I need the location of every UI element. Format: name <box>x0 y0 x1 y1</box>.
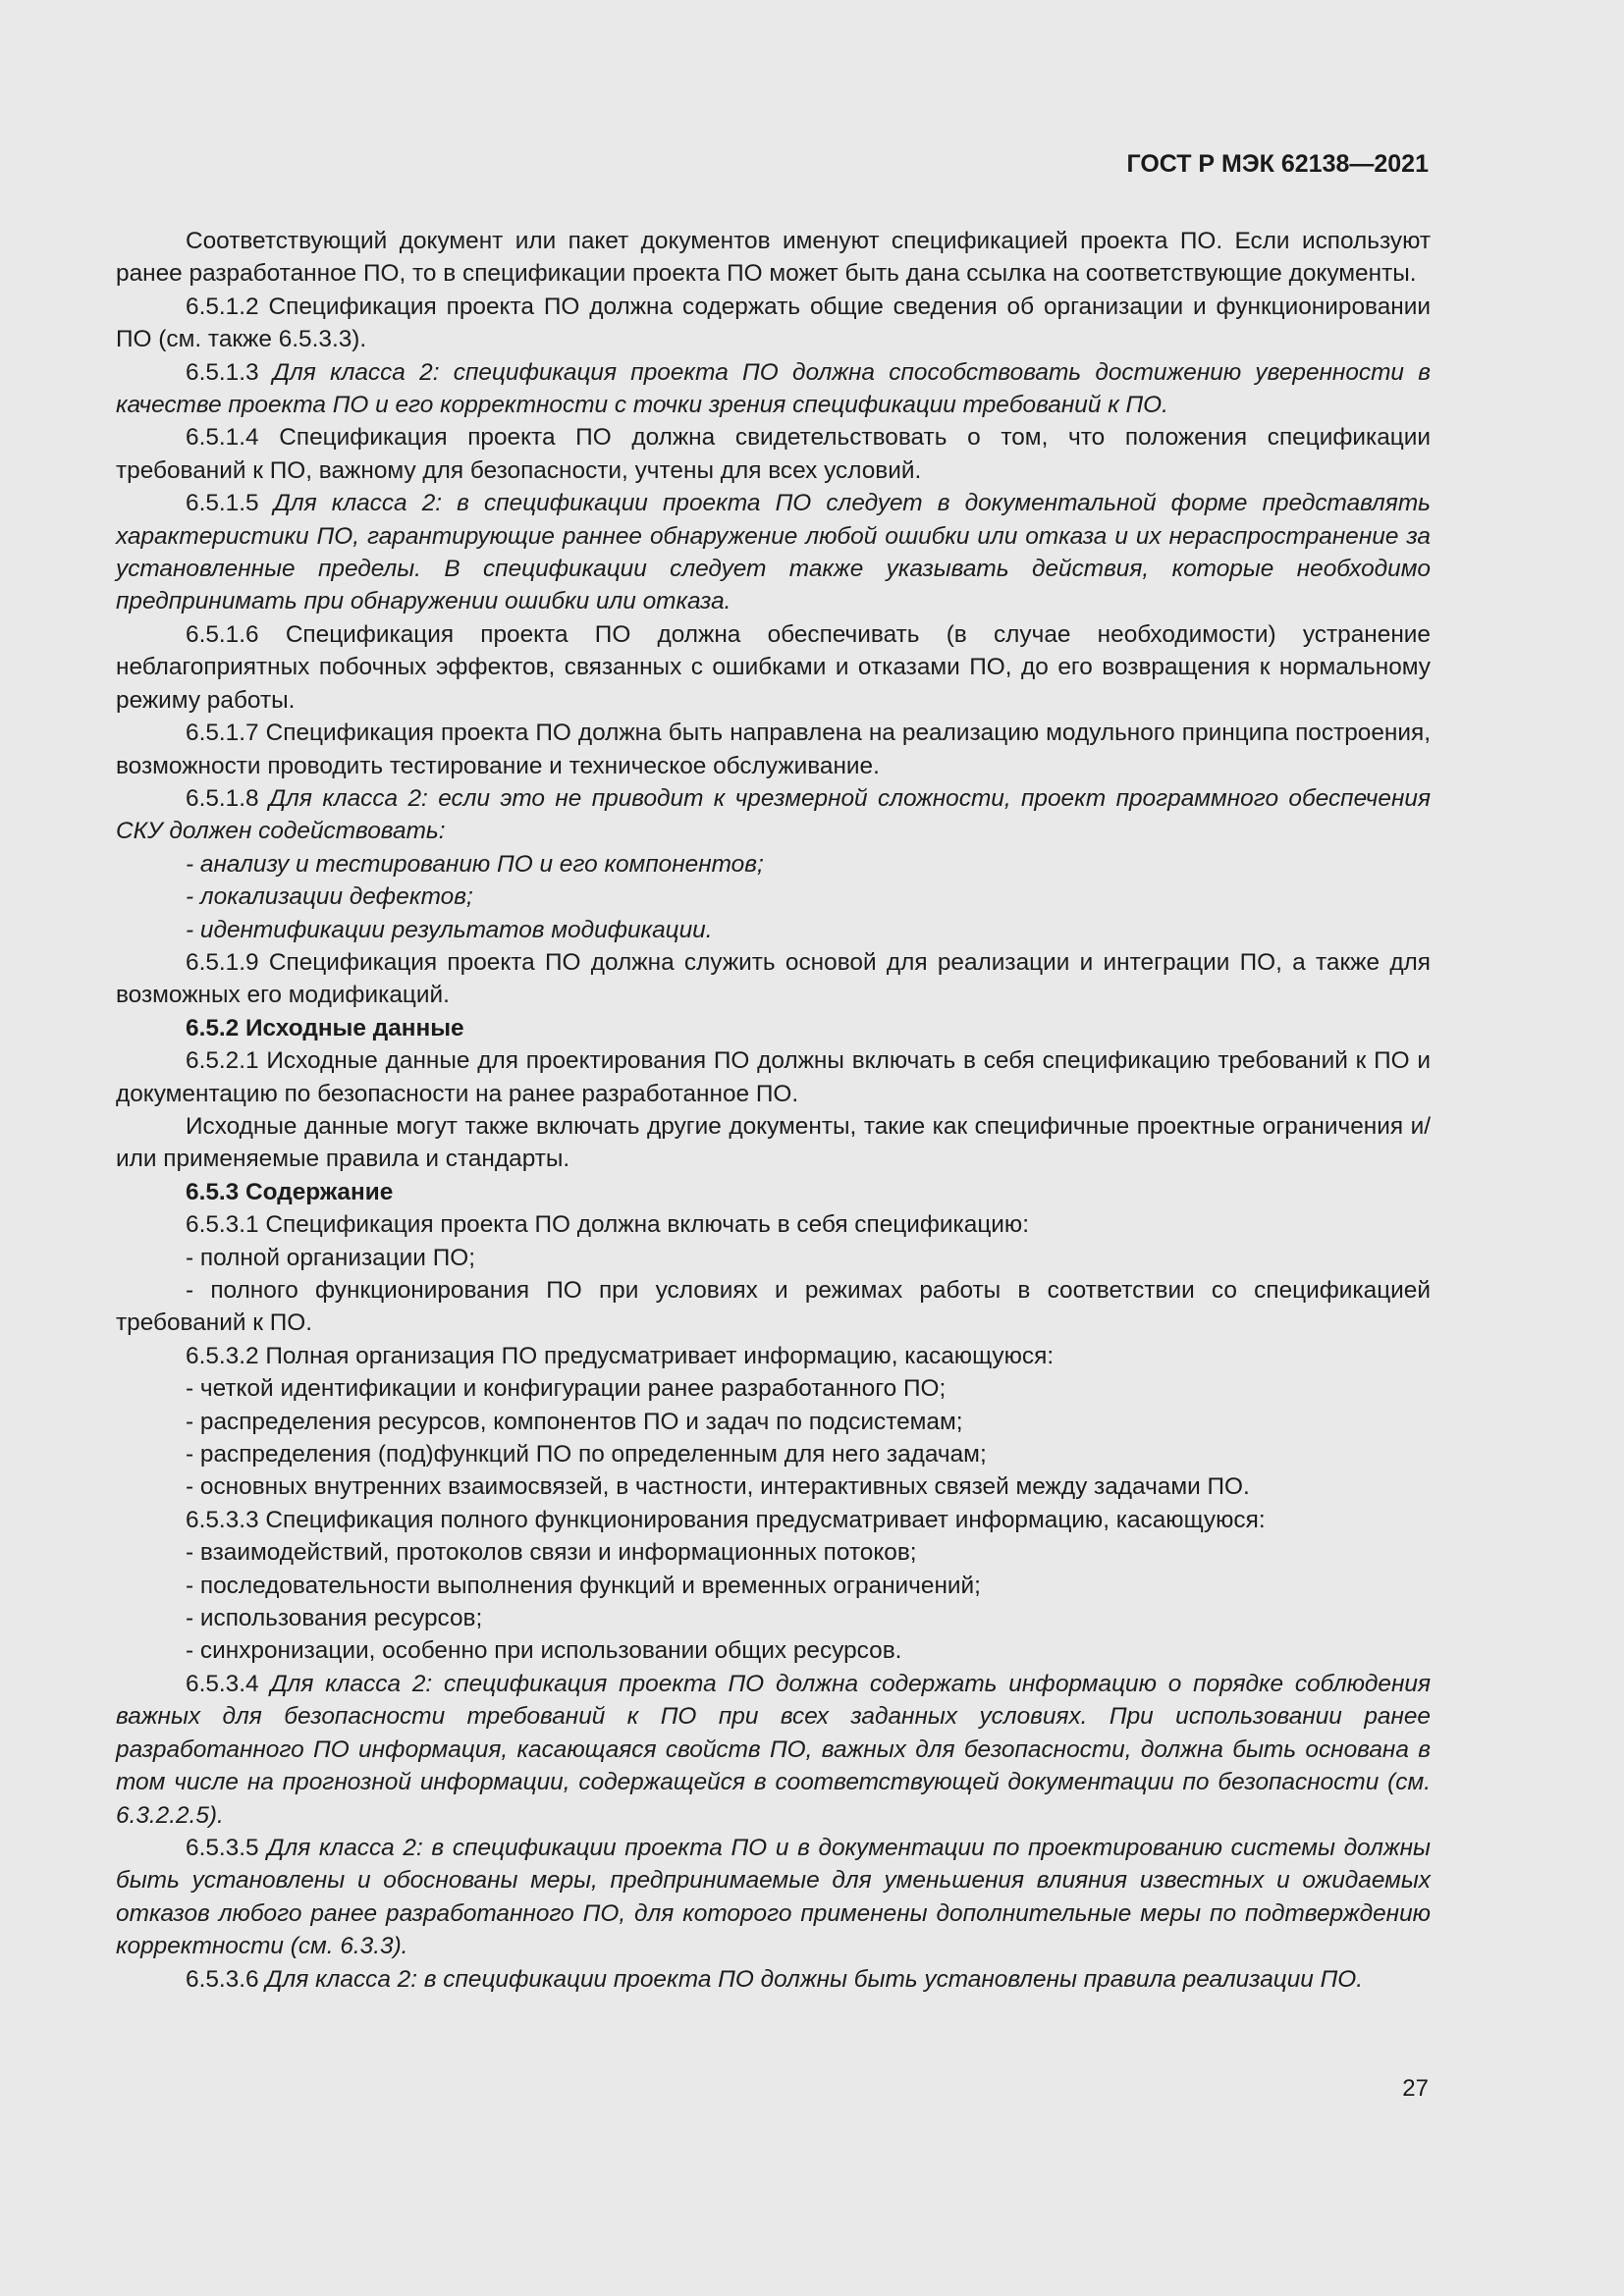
clause-number: 6.5.3.1 <box>186 1211 259 1239</box>
list-item: - локализации дефектов; <box>186 883 473 911</box>
clause-number: 6.5.1.7 <box>186 720 259 747</box>
clause-number: 6.5.1.6 <box>186 620 259 648</box>
list-item: - полной организации ПО; <box>186 1244 475 1271</box>
clause-number: 6.5.3.4 <box>186 1670 259 1697</box>
paragraph-6-5-3-3: 6.5.3.3 Спецификация полного функционирования предусматривает информацию, касающуюся: <box>186 1506 1266 1533</box>
clause-number: 6.5.3.2 <box>186 1342 259 1369</box>
clause-number: 6.5.1.5 <box>186 490 259 517</box>
list-item: - использования ресурсов; <box>186 1605 483 1632</box>
paragraph-6-5-1-3: 6.5.1.3 Для класса 2: спецификация проекта ПО должна способствовать достижению уверенности в качестве проекта ПО и его корректности с точки зрения спецификации требований к ПО. <box>116 358 1431 419</box>
page-number: 27 <box>1402 2075 1429 2102</box>
clause-number: 6.5.3.3 <box>186 1506 259 1533</box>
paragraph-6-5-1-4: 6.5.1.4 Спецификация проекта ПО должна свидетельствовать о том, что положения спецификации требований к ПО, важному для безопасности, учтены для всех условий. <box>116 424 1432 484</box>
document-body <box>116 225 1431 1996</box>
section-heading-6-5-3: 6.5.3 Содержание <box>186 1178 394 1205</box>
paragraph-6-5-1-5: 6.5.1.5 Для класса 2: в спецификации проекта ПО следует в документальной форме представлять характеристики ПО, гарантирующие раннее обнаружение любой ошибки или отказа и их нераспространение за установленные пределы. В спецификации следует также указывать действия, которые необходимо предпринимать при обнаружении ошибки или отказа. <box>116 490 1431 615</box>
list-item: - распределения ресурсов, компонентов ПО и задач по подсистемам; <box>186 1408 963 1435</box>
clause-number: 6.5.1.9 <box>186 948 259 976</box>
clause-number: 6.5.2.1 <box>186 1047 259 1075</box>
clause-number: 6.5.3.6 <box>186 1965 259 1993</box>
clause-number: 6.5.1.4 <box>186 424 259 452</box>
list-item: - идентификации результатов модификации. <box>186 916 713 943</box>
clause-number: 6.5.3.5 <box>186 1834 259 1861</box>
paragraph-6-5-1-2: 6.5.1.2 Спецификация проекта ПО должна содержать общие сведения об организации и функционировании ПО (см. также 6.5.3.3). <box>116 293 1431 353</box>
paragraph-6-5-3-6: 6.5.3.6 Для класса 2: в спецификации проекта ПО должны быть установлены правила реализации ПО. <box>186 1965 1364 1993</box>
list-item: - основных внутренних взаимосвязей, в частности, интерактивных связей между задачами ПО. <box>186 1473 1250 1501</box>
list-item: - анализу и тестированию ПО и его компонентов; <box>186 850 764 878</box>
list-item: - распределения (под)функций ПО по определенным для него задачам; <box>186 1441 987 1468</box>
paragraph-6-5-1-8: 6.5.1.8 Для класса 2: если это не приводит к чрезмерной сложности, проект программного обеспечения СКУ должен содействовать: <box>116 784 1432 845</box>
paragraph-6-5-3-5: 6.5.3.5 Для класса 2: в спецификации проекта ПО и в документации по проектированию системы должны быть установлены и обоснованы меры, предпринимаемые для уменьшения влияния известных и ожидаемых отказов любого ранее разработанного ПО, для которого применены дополнительные меры по подтверждению корректности (см. 6.3.3). <box>116 1834 1431 1960</box>
paragraph-6-5-2-1: 6.5.2.1 Исходные данные для проектирования ПО должны включать в себя спецификацию требований к ПО и документацию по безопасности на ранее разработанное ПО. <box>116 1047 1431 1107</box>
list-item: - четкой идентификации и конфигурации ранее разработанного ПО; <box>186 1375 947 1403</box>
paragraph-6-5-3-2: 6.5.3.2 Полная организация ПО предусматривает информацию, касающуюся: <box>186 1342 1055 1369</box>
paragraph-6-5-1-7: 6.5.1.7 Спецификация проекта ПО должна быть направлена на реализацию модульного принципа построения, возможности проводить тестирование и техническое обслуживание. <box>116 720 1431 779</box>
clause-number: 6.5.1.2 <box>186 293 259 320</box>
list-item: - последовательности выполнения функций и временных ограничений; <box>186 1572 981 1599</box>
paragraph-6-5-1-9: 6.5.1.9 Спецификация проекта ПО должна служить основой для реализации и интеграции ПО, а также для возможных его модификаций. <box>116 948 1432 1009</box>
paragraph-6-5-3-1: 6.5.3.1 Спецификация проекта ПО должна включать в себя спецификацию: <box>186 1211 1029 1239</box>
paragraph: Исходные данные могут также включать другие документы, такие как специфичные проектные ограничения и/или применяемые правила и стандарты. <box>116 1112 1431 1173</box>
list-item: - полного функционирования ПО при условиях и режимах работы в соответствии со спецификацией требований к ПО. <box>116 1277 1431 1337</box>
paragraph: Соответствующий документ или пакет документов именуют спецификацией проекта ПО. Если используют ранее разработанное ПО, то в спецификации проекта ПО может быть дана ссылка на соответствующие документы. <box>116 228 1431 288</box>
list-item: - синхронизации, особенно при использовании общих ресурсов. <box>186 1637 902 1665</box>
list-item: - взаимодействий, протоколов связи и информационных потоков; <box>186 1539 917 1567</box>
standard-designation: ГОСТ Р МЭК 62138—2021 <box>1126 150 1429 178</box>
paragraph-6-5-3-4: 6.5.3.4 Для класса 2: спецификация проекта ПО должна содержать информацию о порядке соблюдения важных для безопасности требований к ПО при всех заданных условиях. При использовании ранее разработанного ПО информация, касающаяся свойств ПО, важных для безопасности, должна быть основана в том числе на прогнозной информации, содержащейся в соответствующей документации по безопасности (см. 6.3.2.2.5). <box>116 1670 1431 1829</box>
clause-number: 6.5.1.3 <box>186 358 259 386</box>
section-heading-6-5-2: 6.5.2 Исходные данные <box>186 1014 464 1041</box>
clause-number: 6.5.1.8 <box>186 784 259 812</box>
paragraph-6-5-1-6: 6.5.1.6 Спецификация проекта ПО должна обеспечивать (в случае необходимости) устранение неблагоприятных побочных эффектов, связанных с ошибками и отказами ПО, до его возвращения к нормальному режиму работы. <box>116 620 1431 714</box>
